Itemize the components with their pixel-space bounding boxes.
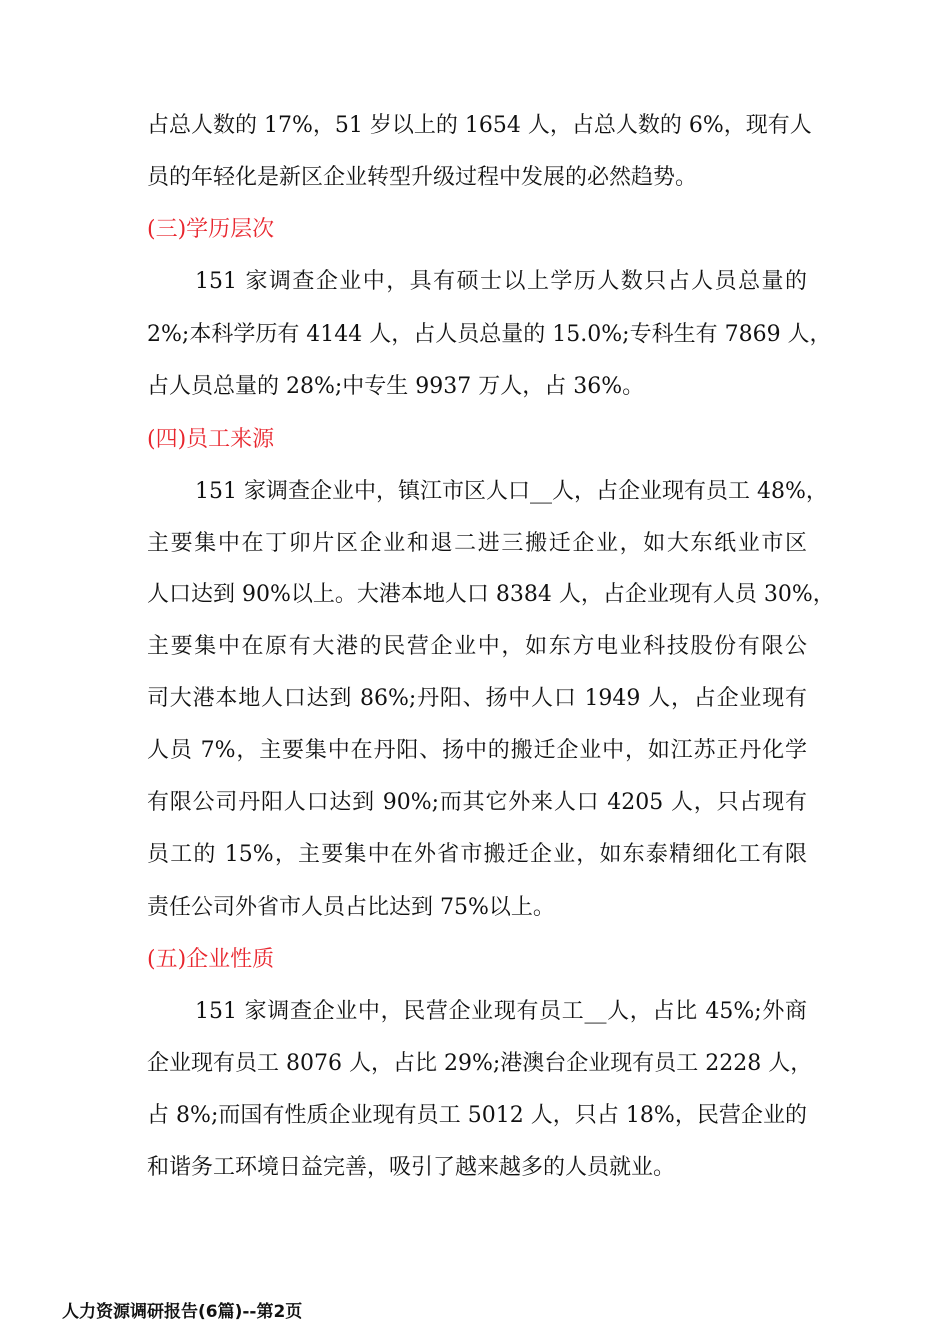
section-heading-enterprise-type: (五)企业性质 (147, 947, 275, 972)
body-line: 员的年轻化是新区企业转型升级过程中发展的必然趋势。 (147, 165, 698, 190)
body-line: 主要集中在丁卯片区企业和退二进三搬迁企业，如大东纸业市区 (147, 531, 807, 556)
body-line: 员工的 15%，主要集中在外省市搬迁企业，如东泰精细化工有限 (147, 842, 807, 867)
section-heading-employee-source: (四)员工来源 (147, 427, 275, 452)
body-line: 有限公司丹阳人口达到 90%;而其它外来人口 4205 人，只占现有 (147, 790, 807, 815)
body-line: 2%;本科学历有 4144 人，占人员总量的 15.0%;专科生有 7869 人， (147, 322, 832, 347)
body-line: 151 家调查企业中，具有硕士以上学历人数只占人员总量的 (195, 269, 807, 294)
body-line: 人员 7%，主要集中在丹阳、扬中的搬迁企业中，如江苏正丹化学 (147, 738, 807, 763)
body-line: 人口达到 90%以上。大港本地人口 8384 人，占企业现有人员 30%， (147, 582, 835, 607)
body-line: 占 8%;而国有性质企业现有员工 5012 人，只占 18%，民营企业的 (147, 1103, 807, 1128)
body-line: 主要集中在原有大港的民营企业中，如东方电业科技股份有限公 (147, 634, 807, 659)
body-line: 151 家调查企业中，民营企业现有员工__人，占比 45%;外商 (195, 999, 807, 1024)
page-footer: 人力资源调研报告(6篇)--第2页 (62, 1302, 303, 1322)
body-line: 151 家调查企业中，镇江市区人口__人，占企业现有员工 48%， (195, 479, 828, 504)
body-line: 责任公司外省市人员占比达到 75%以上。 (147, 895, 555, 920)
section-heading-education: (三)学历层次 (147, 217, 275, 242)
body-line: 和谐务工环境日益完善，吸引了越来越多的人员就业。 (147, 1155, 676, 1180)
body-line: 占人员总量的 28%;中专生 9937 万人，占 36%。 (147, 374, 645, 399)
body-line: 占总人数的 17%，51 岁以上的 1654 人，占总人数的 6%，现有人 (147, 113, 812, 138)
body-line: 司大港本地人口达到 86%;丹阳、扬中人口 1949 人，占企业现有 (147, 686, 807, 711)
body-line: 企业现有员工 8076 人，占比 29%;港澳台企业现有员工 2228 人， (147, 1051, 813, 1076)
